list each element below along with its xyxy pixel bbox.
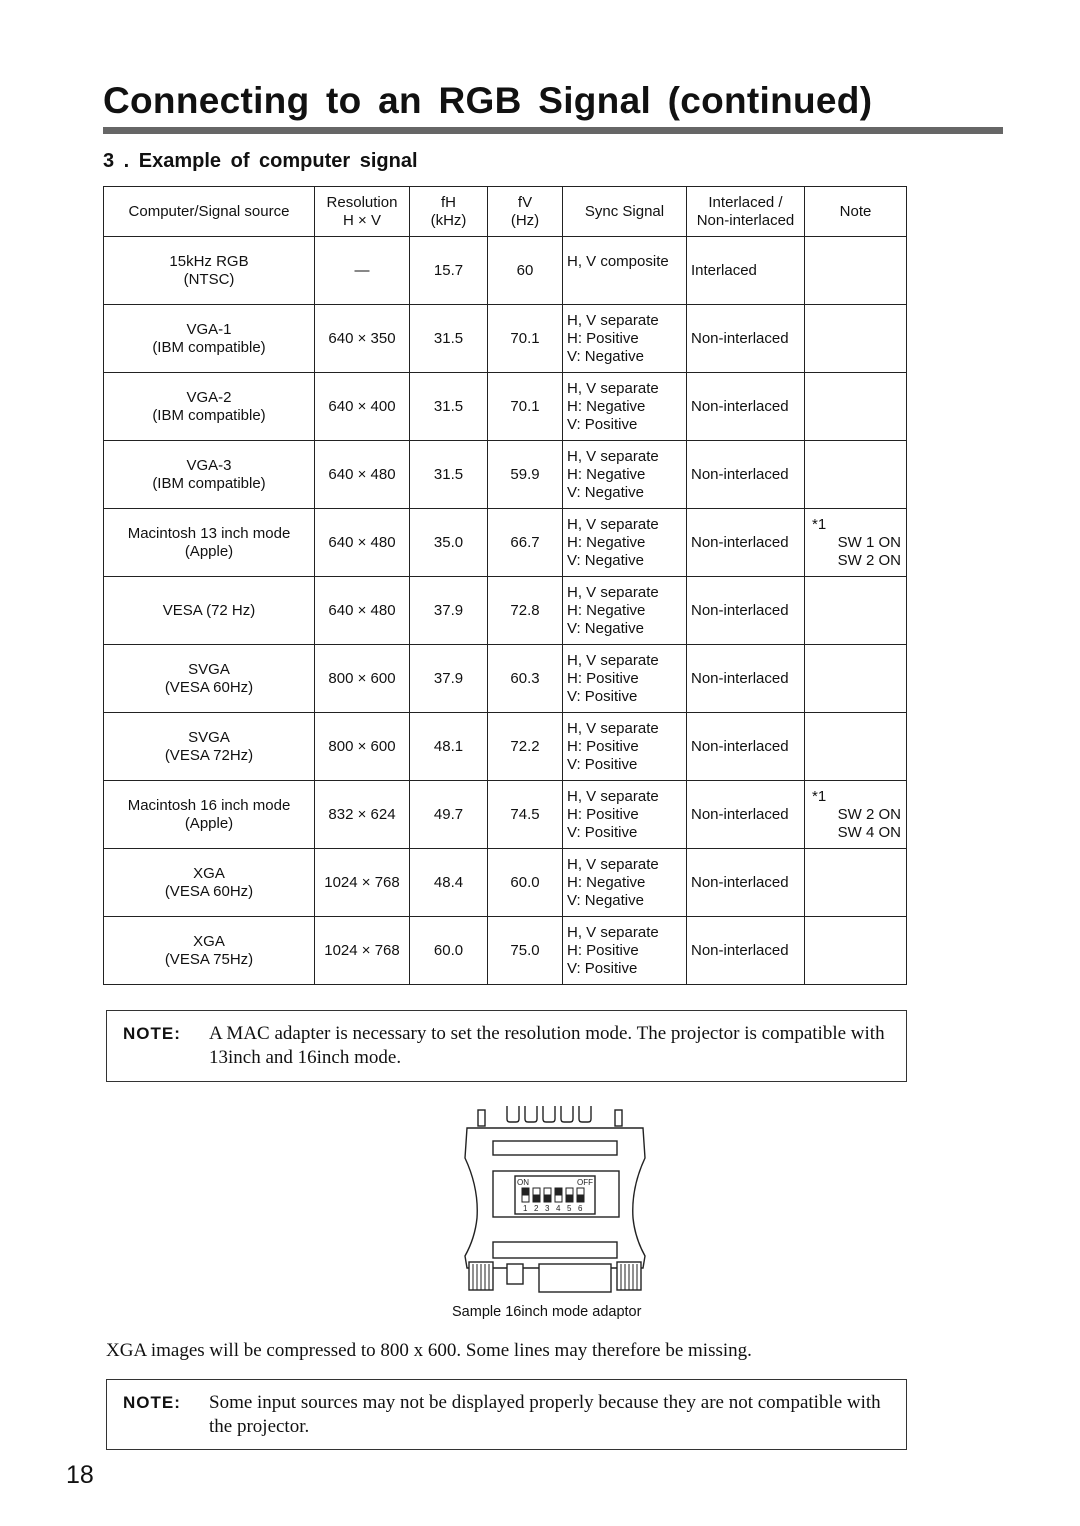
page-title: Connecting to an RGB Signal (continued) xyxy=(103,80,873,121)
table-row xyxy=(104,781,907,849)
cell-resolution: 1024 × 768 xyxy=(315,849,410,917)
cell-note xyxy=(805,237,907,305)
cell-source: VGA-2 (IBM compatible) xyxy=(104,373,315,441)
cell-note xyxy=(805,441,907,509)
header-source: Computer/Signal source xyxy=(104,187,315,237)
cell-fv: 72.8 xyxy=(488,577,563,645)
cell-sync: H, V separate H: Positive V: Positive xyxy=(563,781,687,849)
note-label: NOTE: xyxy=(123,1024,181,1043)
table-row xyxy=(104,577,907,645)
header-note: Note xyxy=(805,187,907,237)
cell-resolution: 640 × 480 xyxy=(315,577,410,645)
section-heading: 3 . Example of computer signal xyxy=(103,150,418,172)
cell-note xyxy=(805,373,907,441)
note-label: NOTE: xyxy=(123,1393,181,1412)
cell-fv: 70.1 xyxy=(488,373,563,441)
table-row xyxy=(104,237,907,305)
cell-resolution: 1024 × 768 xyxy=(315,917,410,985)
cell-interlace: Non-interlaced xyxy=(687,781,805,849)
cell-sync: H, V separate H: Positive V: Negative xyxy=(563,305,687,373)
cell-fv: 60.3 xyxy=(488,645,563,713)
cell-interlace: Non-interlaced xyxy=(687,305,805,373)
cell-resolution: 800 × 600 xyxy=(315,713,410,781)
cell-interlace: Non-interlaced xyxy=(687,645,805,713)
cell-fv: 72.2 xyxy=(488,713,563,781)
cell-fv: 59.9 xyxy=(488,441,563,509)
cell-fv: 66.7 xyxy=(488,509,563,577)
cell-resolution: — xyxy=(315,237,410,305)
cell-note: *1 SW 2 ON SW 4 ON xyxy=(805,781,907,849)
cell-interlace: Non-interlaced xyxy=(687,713,805,781)
dip-switch-number: 1 xyxy=(523,1204,528,1213)
cell-sync: H, V separate H: Negative V: Positive xyxy=(563,373,687,441)
table-row xyxy=(104,441,907,509)
cell-interlace: Non-interlaced xyxy=(687,373,805,441)
cell-fh: 48.4 xyxy=(410,849,488,917)
table-row xyxy=(104,373,907,441)
cell-resolution: 640 × 350 xyxy=(315,305,410,373)
xga-compression-text: XGA images will be compressed to 800 x 600. Some lines may therefore be missing. xyxy=(106,1340,752,1361)
cell-fh: 31.5 xyxy=(410,305,488,373)
cell-source: VGA-3 (IBM compatible) xyxy=(104,441,315,509)
table-row xyxy=(104,509,907,577)
table-row xyxy=(104,849,907,917)
header-sync: Sync Signal xyxy=(563,187,687,237)
cell-source: XGA (VESA 60Hz) xyxy=(104,849,315,917)
cell-sync: H, V composite xyxy=(563,237,687,305)
header-fh: fH (kHz) xyxy=(410,187,488,237)
computer-signal-table xyxy=(103,186,907,985)
dip-switch-number: 3 xyxy=(545,1204,550,1213)
cell-sync: H, V separate H: Positive V: Positive xyxy=(563,645,687,713)
dip-on-label: ON xyxy=(517,1178,529,1187)
table-row xyxy=(104,917,907,985)
cell-source: SVGA (VESA 72Hz) xyxy=(104,713,315,781)
header-interlaced: Interlaced / Non-interlaced xyxy=(687,187,805,237)
cell-sync: H, V separate H: Negative V: Negative xyxy=(563,509,687,577)
dip-switch-number: 5 xyxy=(567,1204,572,1213)
cell-resolution: 640 × 480 xyxy=(315,441,410,509)
cell-source: Macintosh 13 inch mode (Apple) xyxy=(104,509,315,577)
cell-sync: H, V separate H: Positive V: Positive xyxy=(563,713,687,781)
cell-interlace: Interlaced xyxy=(687,237,805,305)
cell-fh: 31.5 xyxy=(410,373,488,441)
cell-interlace: Non-interlaced xyxy=(687,917,805,985)
figure-caption: Sample 16inch mode adaptor xyxy=(452,1304,642,1320)
cell-note xyxy=(805,713,907,781)
cell-fh: 37.9 xyxy=(410,645,488,713)
cell-fh: 31.5 xyxy=(410,441,488,509)
cell-interlace: Non-interlaced xyxy=(687,509,805,577)
cell-resolution: 640 × 400 xyxy=(315,373,410,441)
cell-fv: 70.1 xyxy=(488,305,563,373)
cell-source: VESA (72 Hz) xyxy=(104,577,315,645)
cell-fh: 60.0 xyxy=(410,917,488,985)
note-box-compatibility xyxy=(106,1379,907,1450)
cell-fv: 60 xyxy=(488,237,563,305)
cell-interlace: Non-interlaced xyxy=(687,441,805,509)
cell-fh: 37.9 xyxy=(410,577,488,645)
note-text: A MAC adapter is necessary to set the resolution mode. The projector is compatible with 13inch and 16inch mode. xyxy=(209,1023,885,1068)
table-row xyxy=(104,645,907,713)
cell-note xyxy=(805,645,907,713)
table-row xyxy=(104,305,907,373)
cell-resolution: 640 × 480 xyxy=(315,509,410,577)
cell-sync: H, V separate H: Negative V: Negative xyxy=(563,441,687,509)
cell-note xyxy=(805,917,907,985)
dip-switch-number: 2 xyxy=(534,1204,539,1213)
mac-adaptor-diagram xyxy=(455,1098,655,1298)
dip-off-label: OFF xyxy=(577,1178,593,1187)
table-header-row xyxy=(104,187,907,237)
cell-note xyxy=(805,305,907,373)
cell-source: 15kHz RGB (NTSC) xyxy=(104,237,315,305)
cell-interlace: Non-interlaced xyxy=(687,849,805,917)
cell-note xyxy=(805,577,907,645)
cell-sync: H, V separate H: Negative V: Negative xyxy=(563,849,687,917)
note-text: Some input sources may not be displayed properly because they are not compatible with the projector. xyxy=(209,1392,881,1437)
cell-fh: 49.7 xyxy=(410,781,488,849)
cell-fh: 35.0 xyxy=(410,509,488,577)
cell-interlace: Non-interlaced xyxy=(687,577,805,645)
cell-sync: H, V separate H: Positive V: Positive xyxy=(563,917,687,985)
dip-switch-number: 4 xyxy=(556,1204,561,1213)
page-number: 18 xyxy=(66,1461,94,1489)
cell-source: VGA-1 (IBM compatible) xyxy=(104,305,315,373)
cell-note xyxy=(805,849,907,917)
cell-resolution: 832 × 624 xyxy=(315,781,410,849)
cell-source: XGA (VESA 75Hz) xyxy=(104,917,315,985)
title-rule xyxy=(103,127,1003,134)
cell-fv: 75.0 xyxy=(488,917,563,985)
note-box-mac-adapter xyxy=(106,1010,907,1082)
table-row xyxy=(104,713,907,781)
header-fv: fV (Hz) xyxy=(488,187,563,237)
dip-switch-number: 6 xyxy=(578,1204,583,1213)
cell-fv: 74.5 xyxy=(488,781,563,849)
cell-fh: 48.1 xyxy=(410,713,488,781)
cell-source: SVGA (VESA 60Hz) xyxy=(104,645,315,713)
cell-note: *1 SW 1 ON SW 2 ON xyxy=(805,509,907,577)
cell-source: Macintosh 16 inch mode (Apple) xyxy=(104,781,315,849)
header-resolution: Resolution H × V xyxy=(315,187,410,237)
cell-fv: 60.0 xyxy=(488,849,563,917)
cell-resolution: 800 × 600 xyxy=(315,645,410,713)
cell-fh: 15.7 xyxy=(410,237,488,305)
cell-sync: H, V separate H: Negative V: Negative xyxy=(563,577,687,645)
